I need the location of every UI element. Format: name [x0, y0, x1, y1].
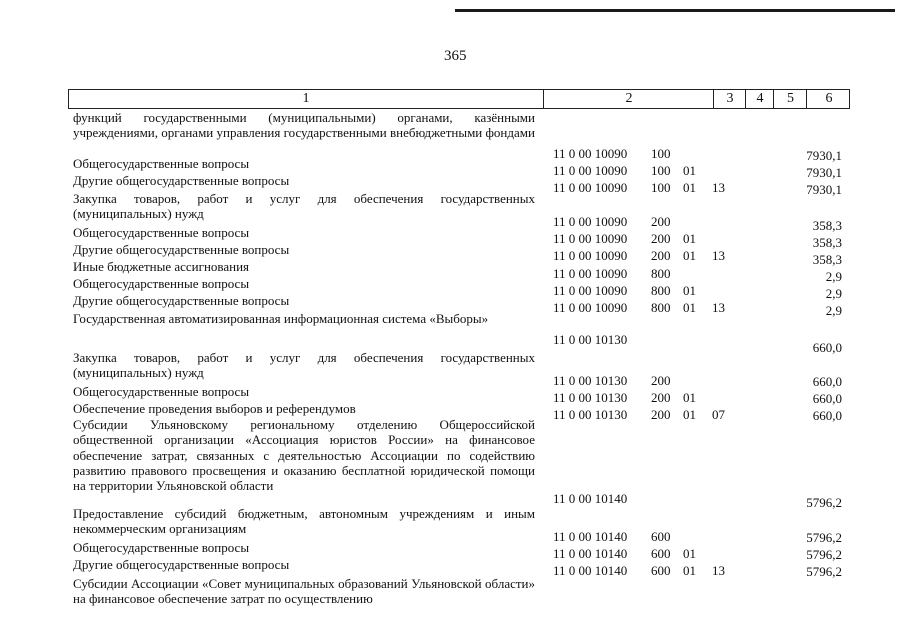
row-description: Другие общегосударственные вопросы — [73, 557, 290, 572]
column-header-6: 6 — [806, 90, 851, 108]
row-vr: 200 — [651, 214, 671, 229]
row-description: Государственная автоматизированная информационная система «Выборы» — [73, 311, 489, 326]
row-description: Общегосударственные вопросы — [73, 225, 250, 240]
row-amount: 5796,2 — [806, 564, 842, 579]
row-vr: 200 — [651, 407, 671, 422]
row-vr: 200 — [651, 248, 671, 263]
row-description: Субсидии Ассоциации «Совет муниципальных образований Ульяновской области» на финансовое обеспечение затрат по осуществлению — [73, 576, 535, 607]
column-header-4: 4 — [745, 90, 774, 108]
row-rz: 01 — [683, 283, 696, 298]
column-header-5: 5 — [773, 90, 807, 108]
row-rz: 01 — [683, 231, 696, 246]
row-amount: 358,3 — [812, 252, 842, 267]
row-vr: 600 — [651, 529, 671, 544]
row-rz: 01 — [683, 546, 696, 561]
row-code: 11 0 00 10090 — [553, 180, 628, 195]
row-amount: 2,9 — [825, 269, 842, 284]
row-vr: 100 — [651, 180, 671, 195]
row-code: 11 0 00 10090 — [553, 248, 628, 263]
row-amount: 660,0 — [812, 391, 842, 406]
row-vr: 200 — [651, 231, 671, 246]
row-amount: 7930,1 — [806, 148, 842, 163]
row-description: Другие общегосударственные вопросы — [73, 173, 290, 188]
row-vr: 200 — [651, 373, 671, 388]
row-amount: 5796,2 — [806, 495, 842, 510]
row-code: 11 0 00 10090 — [553, 214, 628, 229]
row-description: Закупка товаров, работ и услуг для обеспечения государственных (муниципальных) нужд — [73, 191, 535, 222]
row-code: 11 0 00 10130 — [553, 390, 628, 405]
top-rule — [455, 9, 895, 12]
row-pr: 13 — [712, 180, 725, 195]
row-description: Общегосударственные вопросы — [73, 156, 250, 171]
row-code: 11 0 00 10090 — [553, 146, 628, 161]
row-description: Общегосударственные вопросы — [73, 540, 250, 555]
row-amount: 660,0 — [812, 374, 842, 389]
column-header-2: 2 — [543, 90, 714, 108]
row-description: Иные бюджетные ассигнования — [73, 259, 250, 274]
row-pr: 13 — [712, 563, 725, 578]
row-description: функций государственными (муниципальными) органами, казёнными учреждениями, органами управления государственными внебюджетными фондами — [73, 110, 535, 141]
column-header-3: 3 — [713, 90, 746, 108]
row-rz: 01 — [683, 163, 696, 178]
row-pr: 13 — [712, 300, 725, 315]
row-amount: 660,0 — [812, 408, 842, 423]
row-description: Обеспечение проведения выборов и референдумов — [73, 401, 356, 416]
row-vr: 600 — [651, 563, 671, 578]
row-rz: 01 — [683, 300, 696, 315]
row-vr: 600 — [651, 546, 671, 561]
row-code: 11 0 00 10140 — [553, 546, 628, 561]
row-amount: 358,3 — [812, 218, 842, 233]
row-vr: 100 — [651, 146, 671, 161]
row-rz: 01 — [683, 563, 696, 578]
row-code: 11 0 00 10090 — [553, 283, 628, 298]
row-code: 11 0 00 10140 — [553, 491, 628, 506]
row-code: 11 0 00 10130 — [553, 407, 628, 422]
row-pr: 07 — [712, 407, 725, 422]
row-amount: 7930,1 — [806, 182, 842, 197]
row-vr: 100 — [651, 163, 671, 178]
row-code: 11 0 00 10140 — [553, 529, 628, 544]
row-amount: 7930,1 — [806, 165, 842, 180]
row-rz: 01 — [683, 407, 696, 422]
row-description: Закупка товаров, работ и услуг для обеспечения государственных (муниципальных) нужд — [73, 350, 535, 381]
row-code: 11 0 00 10090 — [553, 163, 628, 178]
row-description: Другие общегосударственные вопросы — [73, 293, 290, 308]
row-rz: 01 — [683, 390, 696, 405]
row-vr: 800 — [651, 266, 671, 281]
table-header — [68, 89, 850, 109]
row-code: 11 0 00 10090 — [553, 266, 628, 281]
row-code: 11 0 00 10130 — [553, 332, 628, 347]
row-description: Общегосударственные вопросы — [73, 384, 250, 399]
row-vr: 800 — [651, 283, 671, 298]
row-description: Общегосударственные вопросы — [73, 276, 250, 291]
row-code: 11 0 00 10140 — [553, 563, 628, 578]
row-description: Другие общегосударственные вопросы — [73, 242, 290, 257]
row-amount: 2,9 — [825, 286, 842, 301]
row-amount: 2,9 — [825, 303, 842, 318]
column-header-1: 1 — [302, 91, 310, 106]
row-vr: 200 — [651, 390, 671, 405]
row-rz: 01 — [683, 180, 696, 195]
row-amount: 660,0 — [812, 340, 842, 355]
row-amount: 358,3 — [812, 235, 842, 250]
row-vr: 800 — [651, 300, 671, 315]
row-amount: 5796,2 — [806, 530, 842, 545]
page-number: 365 — [444, 48, 467, 64]
row-description: Предоставление субсидий бюджетным, автономным учреждениям и иным некоммерческим организациям — [73, 506, 535, 537]
row-description: Субсидии Ульяновскому региональному отделению Общероссийской общественной организации «Ассоциация юристов России» на финансовое обеспечение затрат, связанных с деятельностью Ассоциации по содействию развитию правового просвещения и оказанию бесплатной юридической помощи на территории Ульяновской области — [73, 417, 535, 494]
row-code: 11 0 00 10090 — [553, 231, 628, 246]
row-code: 11 0 00 10130 — [553, 373, 628, 388]
row-rz: 01 — [683, 248, 696, 263]
row-pr: 13 — [712, 248, 725, 263]
row-code: 11 0 00 10090 — [553, 300, 628, 315]
row-amount: 5796,2 — [806, 547, 842, 562]
